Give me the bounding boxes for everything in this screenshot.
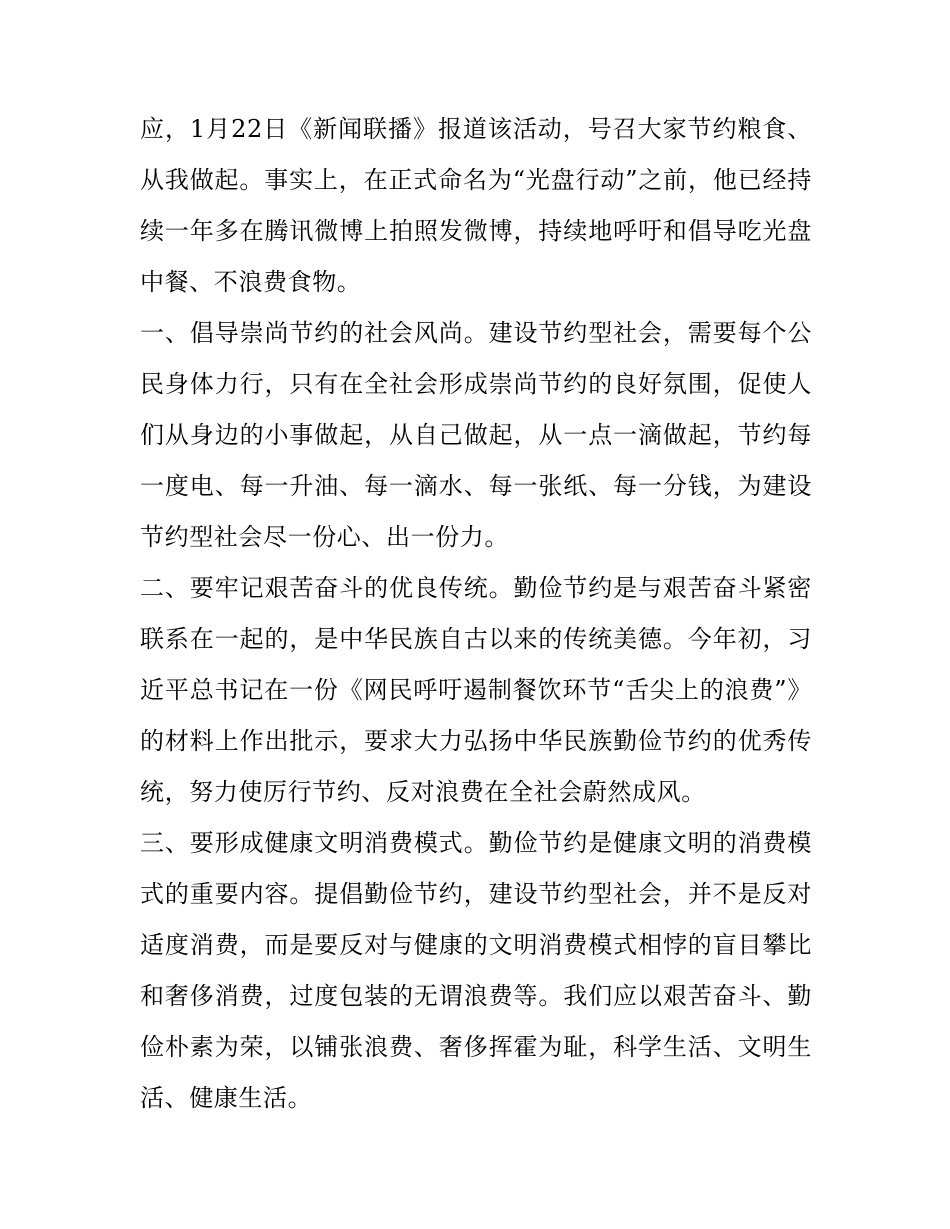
paragraph-continuation: 应，1月22日《新闻联播》报道该活动，号召大家节约粮食、从我做起。事实上，在正式命名为“光盘行动”之前，他已经持续一年多在腾讯微博上拍照发微博，持续地呼吁和倡导吃光盘中餐、不浪费食物。 [140, 115, 812, 296]
document-page [140, 104, 812, 1124]
paragraph-point-two: 二、要牢记艰苦奋斗的优良传统。勤俭节约是与艰苦奋斗紧密联系在一起的，是中华民族自古以来的传统美德。今年初，习近平总书记在一份《网民呼吁遏制餐饮环节“舌尖上的浪费”》的材料上作出批示，要求大力弘扬中华民族勤俭节约的优秀传统，努力使厉行节约、反对浪费在全社会蔚然成风。 [140, 574, 812, 806]
paragraph-point-one: 一、倡导崇尚节约的社会风尚。建设节约型社会，需要每个公民身体力行，只有在全社会形成崇尚节约的良好氛围，促使人们从身边的小事做起，从自己做起，从一点一滴做起，节约每一度电、每一升油、每一滴水、每一张纸、每一分钱，为建设节约型社会尽一份心、出一份力。 [140, 319, 812, 551]
paragraph-point-three: 三、要形成健康文明消费模式。勤俭节约是健康文明的消费模式的重要内容。提倡勤俭节约，建设节约型社会，并不是反对适度消费，而是要反对与健康的文明消费模式相悖的盲目攀比和奢侈消费，过度包装的无谓浪费等。我们应以艰苦奋斗、勤俭朴素为荣，以铺张浪费、奢侈挥霍为耻，科学生活、文明生活、健康生活。 [140, 829, 812, 1112]
